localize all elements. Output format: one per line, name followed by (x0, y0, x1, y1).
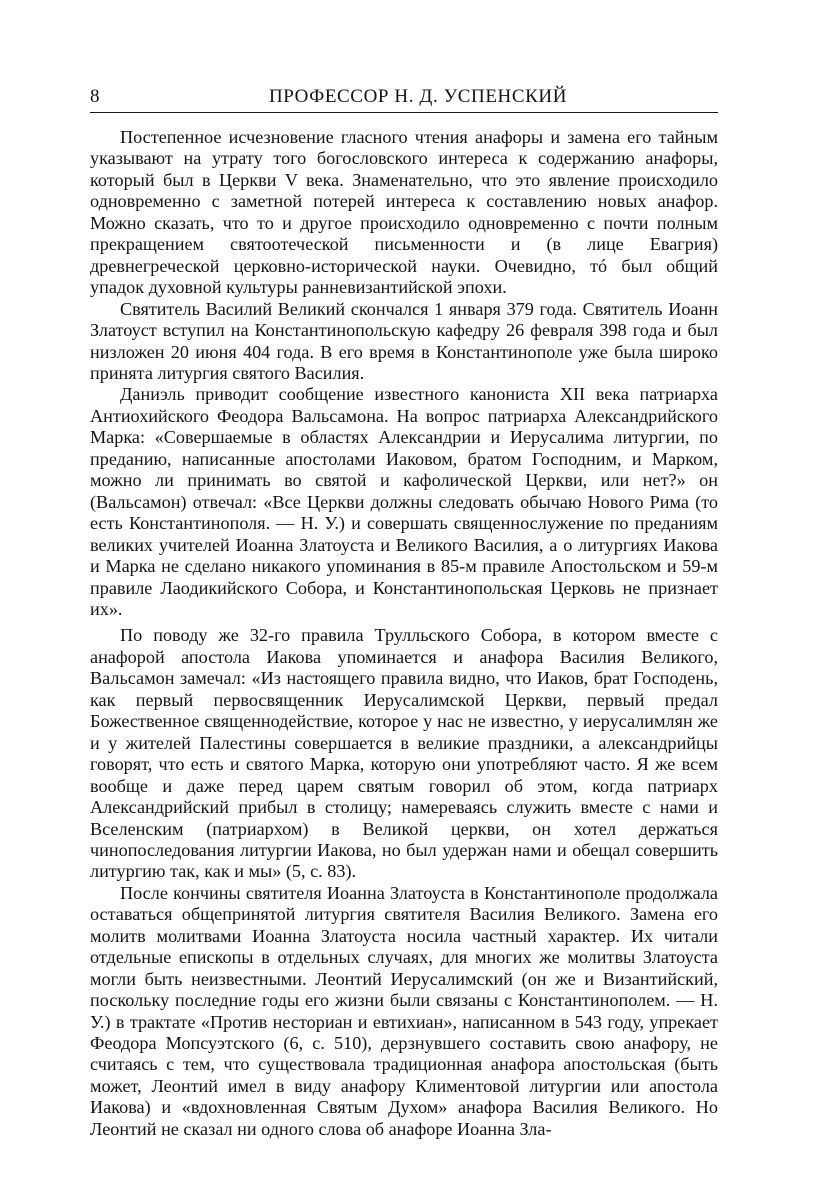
paragraph: Постепенное исчезновение гласного чтения анафоры и замена его тайным указывают на утрату того богословского интереса к содержанию анафоры, который был в Церкви V века. Знаменательно, что это явление происходило одновременно с заметной потерей интереса к составлению новых анафор. Можно сказать, что то и другое происходило одновременно с почти полным прекращением святоотеческой письменности и (в лице Евагрия) древнегреческой церковно-исторической науки. Очевидно, тó был общий упадок духовной культуры ранневизантийской эпохи. (90, 127, 718, 298)
header-rule (90, 112, 718, 113)
paragraph: Святитель Василий Великий скончался 1 января 379 года. Святитель Иоанн Златоуст вступил на Константинопольскую кафедру 26 февраля 398 года и был низложен 20 июня 404 года. В его время в Константинополе уже была широко принята литургия святого Василия. (90, 298, 718, 383)
paragraph: По поводу же 32-го правила Трулльского Собора, в котором вместе с анафорой апостола Иакова упоминается и анафора Василия Великого, Вальсамон замечал: «Из настоящего правила видно, что Иаков, брат Господень, как первый первосвященник Иерусалимской Церкви, первый предал Божественное священнодействие, которое у нас не известно, у иерусалимлян же и у жителей Палестины совершается в великие праздники, а александрийцы говорят, что есть и святого Марка, которую они употребляют часто. Я же всем вообще и даже перед царем святым говорил об этом, когда патриарх Александрийский прибыл в столицу; намереваясь служить вместе с нами и Вселенским (патриархом) в Великой церкви, он хотел держаться чинопоследования литургии Иакова, но был удержан нами и обещал совершить литургию так, как и мы» (5, с. 83). (90, 625, 718, 882)
body-text (90, 127, 718, 1140)
running-header (90, 84, 718, 110)
paragraph: Даниэль приводит сообщение известного канониста XII века патриарха Антиохийского Феодора Вальсамона. На вопрос патриарха Александрийского Марка: «Совершаемые в областях Александрии и Иерусалима литургии, по преданию, написанные апостолами Иаковом, братом Господним, и Марком, можно ли принимать во святой и кафолической Церкви, или нет?» он (Вальсамон) отвечал: «Все Церкви должны следовать обычаю Нового Рима (то есть Константинополя. — Н. У.) и совершать священнослужение по преданиям великих учителей Иоанна Златоуста и Великого Василия, а о литургиях Иакова и Марка не сделано никакого упоминания в 85-м правиле Апостольском и 59-м правиле Лаодикийского Собора, и Константинопольская Церковь не признает их». (90, 384, 718, 619)
running-title: ПРОФЕССОР Н. Д. УСПЕНСКИЙ (268, 86, 568, 107)
book-page (90, 84, 718, 1140)
page-number: 8 (90, 86, 100, 107)
paragraph: После кончины святителя Иоанна Златоуста в Константинополе продолжала оставаться общепринятой литургия святителя Василия Великого. Замена его молитв молитвами Иоанна Златоуста носила частный характер. Их читали отдельные епископы в отдельных случаях, для многих же молитвы Златоуста могли быть неизвестными. Леонтий Иерусалимский (он же и Византийский, поскольку последние годы его жизни были связаны с Константинополем. — Н. У.) в трактате «Против несториан и евтихиан», написанном в 543 году, упрекает Феодора Мопсуэтского (6, с. 510), дерзнувшего составить свою анафору, не считаясь с тем, что существовала традиционная анафора апостольская (быть может, Леонтий имел в виду анафору Климентовой литургии или апостола Иакова) и «вдохновленная Святым Духом» анафора Василия Великого. Но Леонтий не сказал ни одного слова об анафоре Иоанна Зла- (90, 882, 718, 1139)
